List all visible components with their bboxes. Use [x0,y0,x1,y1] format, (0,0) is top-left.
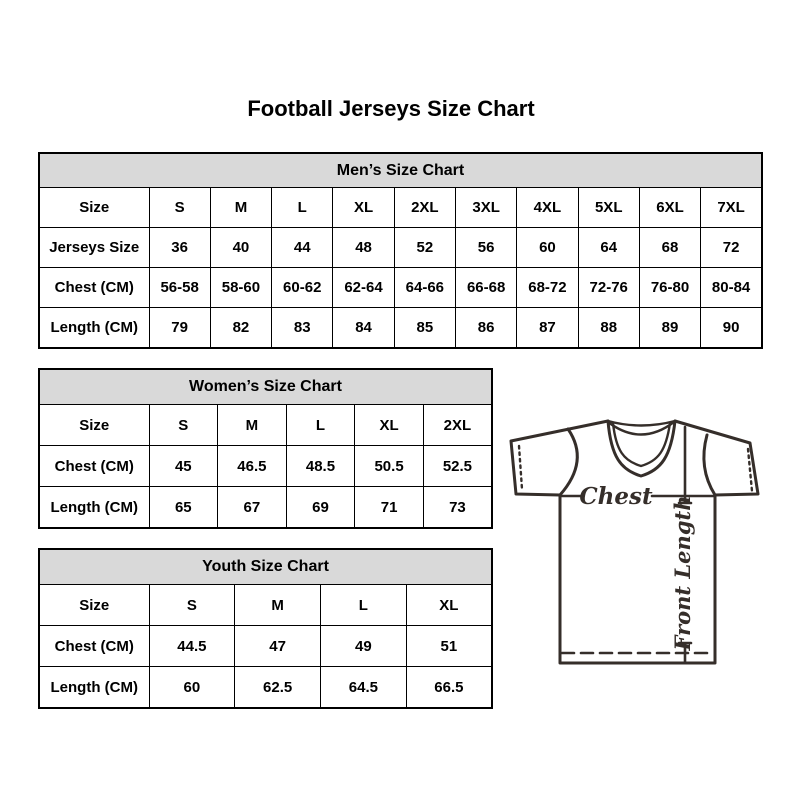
size-value-cell: 58-60 [210,268,271,308]
table-row [39,487,492,529]
mens-size-table [38,152,763,349]
size-value-cell: 7XL [701,188,762,228]
size-value-cell: 88 [578,308,639,349]
size-value-cell: 66-68 [455,268,516,308]
size-value-cell: L [272,188,333,228]
size-value-cell: 6XL [639,188,700,228]
table-row [39,188,762,228]
table-row [39,308,762,349]
left-cuff-stitch-line [519,446,522,489]
size-value-cell: 2XL [394,188,455,228]
size-value-cell: 56 [455,228,516,268]
table-header-row [39,153,762,188]
page-title: Football Jerseys Size Chart [247,96,535,121]
row-label: Length (CM) [39,487,149,529]
row-label: Chest (CM) [39,626,149,667]
size-value-cell: 44.5 [149,626,235,667]
size-value-cell: 84 [333,308,394,349]
size-value-cell: 60 [149,667,235,709]
size-value-cell: 44 [272,228,333,268]
size-value-cell: 64.5 [321,667,407,709]
size-value-cell: 60 [517,228,578,268]
size-value-cell: 83 [272,308,333,349]
row-label: Size [39,405,149,446]
row-label: Chest (CM) [39,268,149,308]
size-value-cell: 4XL [517,188,578,228]
womens-table-title: Women’s Size Chart [39,369,492,405]
size-value-cell: 49 [321,626,407,667]
table-row [39,667,492,709]
front-length-label: Front Length [670,495,695,651]
womens-size-table [38,368,493,529]
size-value-cell: 64 [578,228,639,268]
mens-table-title: Men’s Size Chart [39,153,762,188]
size-value-cell: 50.5 [355,446,424,487]
row-label: Size [39,585,149,626]
size-value-cell: M [218,405,287,446]
size-value-cell: 85 [394,308,455,349]
chest-label: Chest [579,483,653,510]
size-value-cell: 66.5 [406,667,492,709]
size-value-cell: 48 [333,228,394,268]
size-value-cell: 45 [149,446,218,487]
size-value-cell: 65 [149,487,218,529]
size-value-cell: 79 [149,308,210,349]
size-value-cell: 89 [639,308,700,349]
size-value-cell: 80-84 [701,268,762,308]
size-value-cell: L [321,585,407,626]
youth-size-table [38,548,493,709]
size-value-cell: 90 [701,308,762,349]
size-value-cell: 51 [406,626,492,667]
row-label: Chest (CM) [39,446,149,487]
size-value-cell: XL [355,405,424,446]
size-value-cell: 60-62 [272,268,333,308]
size-value-cell: 52.5 [423,446,492,487]
table-row [39,585,492,626]
size-value-cell: XL [333,188,394,228]
row-label: Jerseys Size [39,228,149,268]
size-value-cell: 64-66 [394,268,455,308]
size-value-cell: 3XL [455,188,516,228]
size-value-cell: 46.5 [218,446,287,487]
size-value-cell: 76-80 [639,268,700,308]
size-value-cell: 71 [355,487,424,529]
collar-back-line [608,421,675,426]
size-value-cell: 69 [286,487,355,529]
size-value-cell: 48.5 [286,446,355,487]
size-value-cell: 56-58 [149,268,210,308]
table-row [39,228,762,268]
size-value-cell: 2XL [423,405,492,446]
size-value-cell: 47 [235,626,321,667]
mens-table-body [39,153,762,348]
row-label: Size [39,188,149,228]
size-value-cell: 72-76 [578,268,639,308]
table-row [39,405,492,446]
size-value-cell: S [149,585,235,626]
size-value-cell: M [235,585,321,626]
row-label: Length (CM) [39,308,149,349]
table-header-row [39,369,492,405]
size-value-cell: 5XL [578,188,639,228]
jersey-right-armhole [704,435,715,495]
size-value-cell: 73 [423,487,492,529]
table-header-row [39,549,492,585]
youth-table-title: Youth Size Chart [39,549,492,585]
size-value-cell: 52 [394,228,455,268]
size-value-cell: S [149,188,210,228]
size-value-cell: S [149,405,218,446]
size-value-cell: 86 [455,308,516,349]
size-value-cell: XL [406,585,492,626]
size-value-cell: 67 [218,487,287,529]
jersey-left-armhole [560,429,577,495]
size-value-cell: 68-72 [517,268,578,308]
size-value-cell: 87 [517,308,578,349]
size-value-cell: L [286,405,355,446]
jersey-right-sleeve [675,421,758,495]
size-value-cell: 82 [210,308,271,349]
youth-table-body [39,549,492,708]
size-value-cell: 36 [149,228,210,268]
size-value-cell: 62.5 [235,667,321,709]
row-label: Length (CM) [39,667,149,709]
womens-table-body [39,369,492,528]
size-value-cell: 40 [210,228,271,268]
size-value-cell: 68 [639,228,700,268]
table-row [39,268,762,308]
table-row [39,626,492,667]
jersey-measurement-diagram [502,413,794,705]
size-value-cell: M [210,188,271,228]
size-value-cell: 72 [701,228,762,268]
size-value-cell: 62-64 [333,268,394,308]
table-row [39,446,492,487]
